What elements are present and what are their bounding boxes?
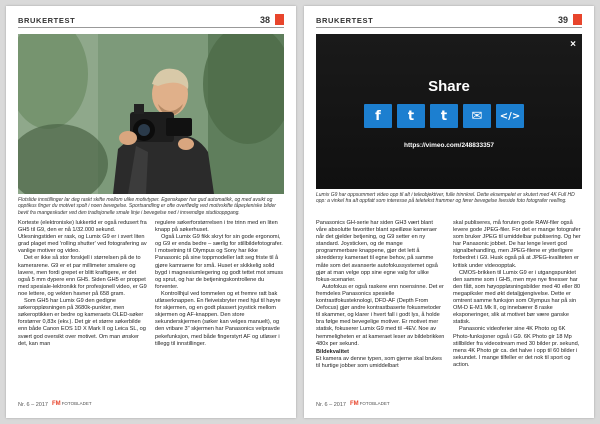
left-page	[6, 6, 296, 418]
video-share-panel	[316, 34, 582, 189]
paragraph: Panasonic videoferier sine 4K Photo og 6K Photo-funksjoner også i G9. 6K Photo gir 18 Mp stillbilder fra videostream med 30 bilder pr. sekund, mens 4K Photo gir ca. det halve i opp til 60 bilder i sekundet. I mange tilfeller er det nok til sport og action.	[453, 326, 580, 368]
right-page	[304, 6, 594, 418]
right-page-header	[316, 16, 582, 28]
email-share-button[interactable]: ✉	[463, 104, 491, 128]
paragraph: Korteste (elektroniske) lukkertid er også redusert fra GH5 til G9, den er nå 1/32.000 sekund. Utlesningstiden er rask, og Lumix G9 er i svert liten grad plaget med 'rolling shutter' ved fotografering av vanlige motiver og video.	[18, 220, 147, 255]
left-page-header	[18, 16, 284, 28]
issue-number: Nr. 6 – 2017	[18, 402, 48, 408]
twitter-share-button[interactable]: t	[397, 104, 425, 128]
left-body-columns	[18, 220, 284, 400]
left-column-1	[18, 220, 147, 400]
logo-text: FM	[52, 401, 61, 407]
left-footer	[18, 402, 284, 410]
close-icon[interactable]: ×	[570, 39, 576, 50]
paragraph: skal publiseres, må foruten gode RAW-filer også levere gode JPEG-filer. For det er mange fotografer som bruker JPEG til umiddelbar publisering. Og her har Panasonic jobbet. De har lenge levert god signalbehandling, men JPEG-filene er ytterligere forbedret i G9. Husk også på at JPEG-kvaliteten er kritisk under videoopptak.	[453, 220, 581, 269]
share-title: Share	[428, 78, 470, 95]
right-column-1	[316, 220, 445, 400]
share-buttons	[364, 104, 524, 128]
left-column-2	[155, 220, 284, 400]
right-column-2	[453, 220, 582, 400]
paragraph: Som GH5 har Lumix G9 den gedigne søkeroppløsningen på 3680k-punkter, men søkeroptikken er bedre og kameraets OLED-søker forstørrer 0,83x (ekv.). Det gir et større søkerbilde enn både Canon EOS 1D X Mark II og Leica SL, og svært god oversikt over motivet. Om man ønsker det, kan man	[18, 298, 146, 347]
paragraph: Autofokus er også raskere enn noensinne. Det er fremdeles Panasonics spesielle kontrastfokusteknologi, DFD-AF (Depth From Defocus) gjør andre kontrastbaserte fokusmetoder til skammer, og klarer i hvert fall i godt lys, å holde bra følge med bevegelige motiver. Er motivet mer statisk, fokuserer Lumix G9 med til -4EV. Noe av hemmeligheten er at kameraet leser av bildebrikken 480x per sekund.	[316, 283, 445, 347]
logo-text: FM	[350, 401, 359, 407]
logo-subtext: FOTOBLADET	[61, 401, 92, 406]
right-body-columns	[316, 220, 582, 400]
page-marker	[275, 14, 284, 25]
photo-caption: Flotslide innstillinger lar deg raskt skifte mellom ulike motivtyper. Egenskaper har gud automatikk, og med avsikt og opptikus finger du motivet spolt i noen bevegelse. Sportsandling er ofte overflødig ved motivskifte tåpepleniske bilder bevit fra mangeskuder ved den tradisjonelle smale linje i bevegelse ned i innvendige studiooppgang.	[18, 197, 276, 216]
share-url[interactable]: https://vimeo.com/248833357	[404, 142, 494, 149]
facebook-share-button[interactable]: f	[364, 104, 392, 128]
section-label: BRUKERTEST	[316, 16, 374, 25]
video-caption: Lumix G9 har oppsummert video opp til alt i teleobjektiver, fulle trinnkrel. Dette eksempelet er skutert med 4K Full HD opp: a vinkel fra alt oppfatt som interesse på teletekst frammer og fører bevegelse liveside foto fotografer reelling.	[316, 192, 575, 205]
magazine-logo	[350, 401, 390, 407]
paragraph: regulere søkerforstørrelsen i tre trinn med en liten knapp på søkerhuset.	[155, 220, 278, 234]
subheading: Bildekvalitet	[316, 348, 349, 355]
paragraph: Kontrollhjul ved tommelen og et fremre ratt bak utløserknappen. En fleiveisbryter med hjul til høyre for skjermen, og en godt plassert joystick mellom skjermen og AF-knappen. Den store sekunderskjermen (søker kan velges manuelt), og den vribare 3" skjermen har Panasonics velpravde pekefunksjon, med både fingerstyrt AF og utløser i tillegg til innstillinger.	[155, 290, 281, 347]
logo-subtext: FOTOBLADET	[359, 401, 390, 406]
magazine-logo	[52, 401, 92, 407]
tumblr-share-button[interactable]: t	[430, 104, 458, 128]
paragraph: Et kamera av denne typen, som gjerne skal brukes til hurtige jobber som umiddelbart	[316, 355, 442, 369]
section-label: BRUKERTEST	[18, 16, 76, 25]
photo-illustration	[18, 34, 284, 194]
paragraph: Panasonics GH-serie har siden GH3 vært blant våre absolutte favoritter blant speilløse kameraer når det gjelder betjening, og G9 setter en ny standard. Joysticken, og de mange programmerbare knappene, gjør det lett å skreddersy kameraet til egne behov, på samme måte som det avanserte autofokussystemet også gjør at man velge opp sine egne valg for ulike fokus-scenarier.	[316, 220, 438, 283]
paragraph: CMOS-brikken til Lumix G9 er i utgangspunktet den samme som i GH5, men mye nye finesser har den fått, som høyoppløsningsbilder med 40 eller 80 megapiksler med økt detaljgjengivelse. Dette er omtrent samme funksjon som Olympus har på sin OM-D E-M1 Mk II, og innebærer 8 raske eksponeringer, slik at motivet bør være ganske statisk.	[453, 269, 581, 326]
paragraph: Det er ikke så stor forskjell i størrelsen på de to kamerarene. G9 er et par millimeter smalere og lavere, men fordi grepet er blitt kraftigere, er det også 5 mm dypere enn GH5. Siden GH5 er proppet med spesiale-lektronikk for profesjonell video, er G9 noe lettere, og vekten havner på 658 gram.	[18, 255, 147, 297]
photographer-photo	[18, 34, 284, 194]
right-footer	[316, 402, 582, 410]
page-number: 38	[259, 15, 270, 25]
page-number: 39	[557, 15, 568, 25]
paragraph: Også Lumix G9 fikk skryt for sin gode ergonomi, og G9 er enda bedre – særlig for stillbildefotografer. I motsetning til Olympus og Sony har ikke Panasonic på sine toppmodeller latt seg friste til å gjøre kamraene for små. Huset er skikkelig solid bygd i magnesiumlegering og godt tettet mot smuss og sprut, og har de betjeningskontrollene du forventer.	[155, 234, 284, 290]
embed-share-button[interactable]: </>	[496, 104, 524, 128]
page-marker	[573, 14, 582, 25]
issue-number: Nr. 6 – 2017	[316, 402, 346, 408]
